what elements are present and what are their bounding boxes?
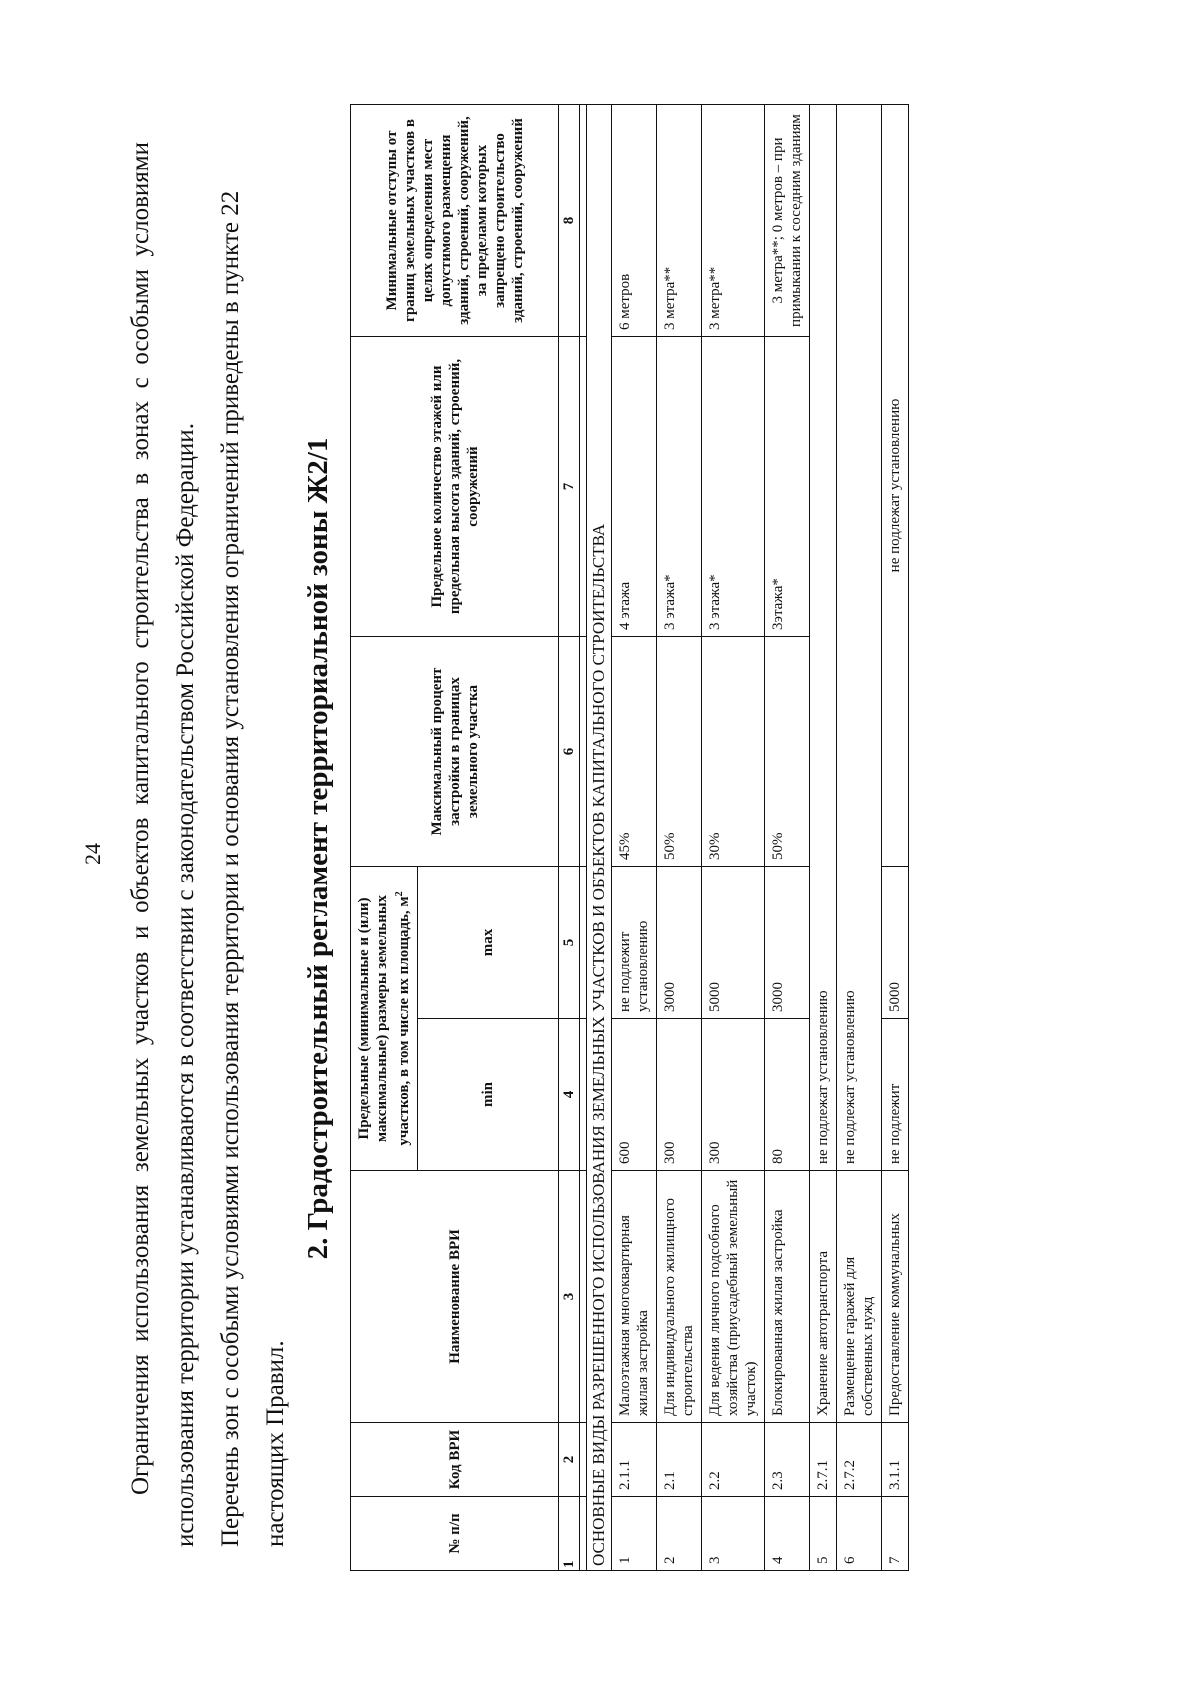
row-code: 2.7.1	[810, 1423, 837, 1497]
row-max: не подлежит установлению	[612, 867, 657, 1019]
row-num: 2	[657, 1497, 702, 1571]
header-code: Код ВРИ	[351, 1423, 559, 1497]
column-number-row	[559, 105, 580, 1571]
header-name: Наименование ВРИ	[351, 1171, 559, 1423]
header-setback: Минимальные отступы от границ земельных участков в целях определения мест допустимого размещения зданий, строений, сооружений, за пределами которых запрещено строительство зданий, строений, сооружений	[351, 105, 559, 337]
section-heading: 2. Градостроительный регламент территориальной зоны Ж2/1	[302, 437, 334, 1260]
table-row	[765, 105, 810, 1571]
row-name: Хранение автотранспорта	[810, 1171, 837, 1423]
row-num: 4	[765, 1497, 810, 1571]
row-setback: 3 метра**; 0 метров – при примыкании к соседним зданиям	[765, 105, 810, 337]
row-code: 2.3	[765, 1423, 810, 1497]
paragraph-zones-list: Перечень зон с особыми условиями использования территории и основания установления ограничений приведены в пункте 22 настоящих Правил.	[217, 190, 289, 1547]
row-floors: 3этажа*	[765, 337, 810, 637]
row-floors: 3 этажа*	[702, 337, 765, 637]
header-min: min	[418, 1019, 559, 1171]
column-number: 6	[559, 637, 580, 867]
column-number: 5	[559, 867, 580, 1019]
regulation-table	[350, 104, 909, 1571]
spacer-row	[580, 105, 587, 1571]
row-not-established: не подлежат установлению	[837, 105, 882, 1171]
paragraph-restrictions: Ограничения использования земельных участков и объектов капитального строительства в зонах с особыми условиями использования территории устанавливаются в соответствии с законодательством Российской Федерации.	[127, 142, 199, 1547]
row-not-established: не подлежат установлению	[882, 105, 909, 867]
header-size-sup: 2	[394, 891, 405, 897]
row-floors: 3 этажа*	[657, 337, 702, 637]
row-percent: 50%	[765, 637, 810, 867]
row-code: 2.2	[702, 1423, 765, 1497]
row-name: Предоставление коммунальных	[882, 1171, 909, 1423]
row-num: 1	[612, 1497, 657, 1571]
column-number: 7	[559, 337, 580, 637]
row-setback: 6 метров	[612, 105, 657, 337]
row-name: Размещение гаражей для собственных нужд	[837, 1171, 882, 1423]
row-not-established: не подлежат установлению	[810, 105, 837, 1171]
header-num: № п/п	[351, 1497, 559, 1571]
row-name: Для ведения личного подсобного хозяйства (приусадебный земельный участок)	[702, 1171, 765, 1423]
header-row-1	[351, 105, 418, 1571]
column-number: 1	[559, 1497, 580, 1571]
row-num: 7	[882, 1497, 909, 1571]
row-code: 2.1	[657, 1423, 702, 1497]
column-number: 8	[559, 105, 580, 337]
table-row	[612, 105, 657, 1571]
row-min: 80	[765, 1019, 810, 1171]
column-number: 3	[559, 1171, 580, 1423]
row-code: 2.1.1	[612, 1423, 657, 1497]
header-size-text: Предельные (минимальные и (или) максимальные) размеры земельных участков, в том числе их площадь, м	[356, 894, 412, 1146]
header-size-group	[351, 867, 418, 1171]
table-row	[882, 105, 909, 1571]
row-min: 300	[657, 1019, 702, 1171]
table-row	[657, 105, 702, 1571]
row-min: 600	[612, 1019, 657, 1171]
row-max: 3000	[765, 867, 810, 1019]
row-max: 5000	[702, 867, 765, 1019]
row-percent: 45%	[612, 637, 657, 867]
row-name: Малоэтажная многоквартирная жилая застройка	[612, 1171, 657, 1423]
section-row	[587, 105, 612, 1571]
row-code: 2.7.2	[837, 1423, 882, 1497]
row-min: не подлежит	[882, 1019, 909, 1171]
row-setback: 3 метра**	[657, 105, 702, 337]
row-code: 3.1.1	[882, 1423, 909, 1497]
row-floors: 4 этажа	[612, 337, 657, 637]
row-name: Блокированная жилая застройка	[765, 1171, 810, 1423]
row-num: 5	[810, 1497, 837, 1571]
section-title: ОСНОВНЫЕ ВИДЫ РАЗРЕШЕННОГО ИСПОЛЬЗОВАНИЯ ЗЕМЕЛЬНЫХ УЧАСТКОВ И ОБЪЕКТОВ КАПИТАЛЬНОГО СТРОИТЕЛЬСТВА	[587, 105, 612, 1571]
row-percent: 50%	[657, 637, 702, 867]
row-setback: 3 метра**	[702, 105, 765, 337]
header-max: max	[418, 867, 559, 1019]
table-row	[702, 105, 765, 1571]
table-row	[837, 105, 882, 1571]
column-number: 2	[559, 1423, 580, 1497]
column-number: 4	[559, 1019, 580, 1171]
row-max: 5000	[882, 867, 909, 1019]
row-num: 3	[702, 1497, 765, 1571]
header-percent: Максимальный процент застройки в границах земельного участка	[351, 637, 559, 867]
row-min: 300	[702, 1019, 765, 1171]
table-row	[810, 105, 837, 1571]
header-floors: Предельное количество этажей или предельная высота зданий, строений, сооружений	[351, 337, 559, 637]
row-name: Для индивидуального жилищного строительства	[657, 1171, 702, 1423]
row-percent: 30%	[702, 637, 765, 867]
page-number: 24	[80, 843, 105, 865]
row-num: 6	[837, 1497, 882, 1571]
row-max: 3000	[657, 867, 702, 1019]
